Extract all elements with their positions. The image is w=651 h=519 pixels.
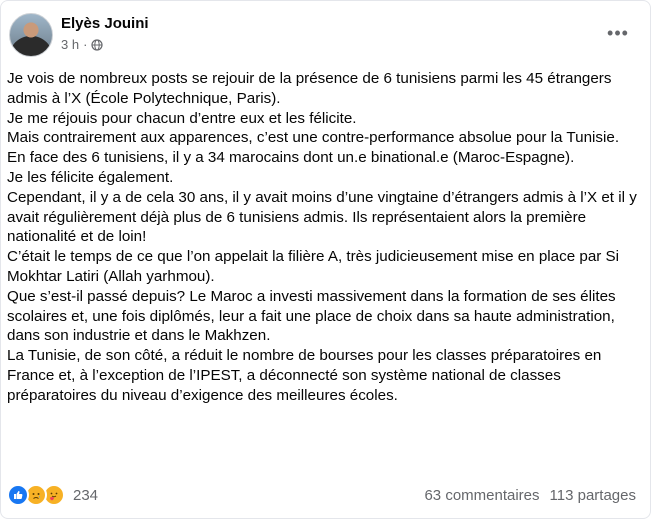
post-paragraph: C’était le temps de ce que l’on appelait la filière A, très judicieusement mise en place par Si Mokhtar Latiri (Allah yarhmou).: [7, 248, 620, 285]
post-meta: [61, 37, 103, 52]
post-paragraph: Je vois de nombreux posts se rejouir de la présence de 6 tunisiens parmi les 45 étrangers admis à l’X (École Polytechnique, Paris).: [7, 70, 612, 107]
post-paragraph: Je les félicite également.: [7, 168, 174, 186]
post-body: [7, 69, 639, 406]
post-paragraph: Cependant, il y a de cela 30 ans, il y avait moins d’une vingtaine d’étrangers admis à l’X et il y avait régulièrement déjà plus de 6 tunisiens admis. Ils représentaient alors la première nationalité et de loin!: [7, 188, 637, 246]
post-footer: [7, 483, 636, 507]
post-paragraph: Je me réjouis pour chacun d’entre eux et les félicite.: [7, 109, 357, 127]
reaction-count: 234: [73, 486, 99, 504]
more-options-button[interactable]: •••: [607, 22, 629, 43]
author-name[interactable]: Elyès Jouini: [61, 15, 149, 32]
shares-count-link[interactable]: 113 partages: [549, 486, 636, 504]
post-header: [7, 9, 640, 57]
avatar[interactable]: [9, 13, 53, 57]
post-paragraph: Mais contrairement aux apparences, c’est une contre-performance absolue pour la Tunisie.: [7, 129, 620, 147]
globe-icon: [91, 39, 103, 51]
reactions-summary[interactable]: [7, 484, 98, 506]
comments-count-link[interactable]: 63 commentaires: [424, 486, 540, 504]
post-paragraph: La Tunisie, de son côté, a réduit le nombre de bourses pour les classes préparatoires en France et, à l’exception de l’IPEST, a déconnecté son système national de classes préparatoires du niveau d’exigence des meilleures écoles.: [7, 347, 602, 404]
like-icon: [7, 484, 29, 506]
post-paragraph: Que s’est-il passé depuis? Le Maroc a investi massivement dans la formation de ses élites scolaires et, une fois diplômés, leur a fait une place de choix dans sa haute administration, dans son industrie et dans le Makhzen.: [7, 287, 616, 345]
separator-dot: ·: [83, 37, 88, 52]
post-time[interactable]: 3 h: [61, 37, 80, 52]
post-paragraph: En face des 6 tunisiens, il y a 34 marocains dont un.e binational.e (Maroc-Espagne).: [7, 149, 575, 167]
